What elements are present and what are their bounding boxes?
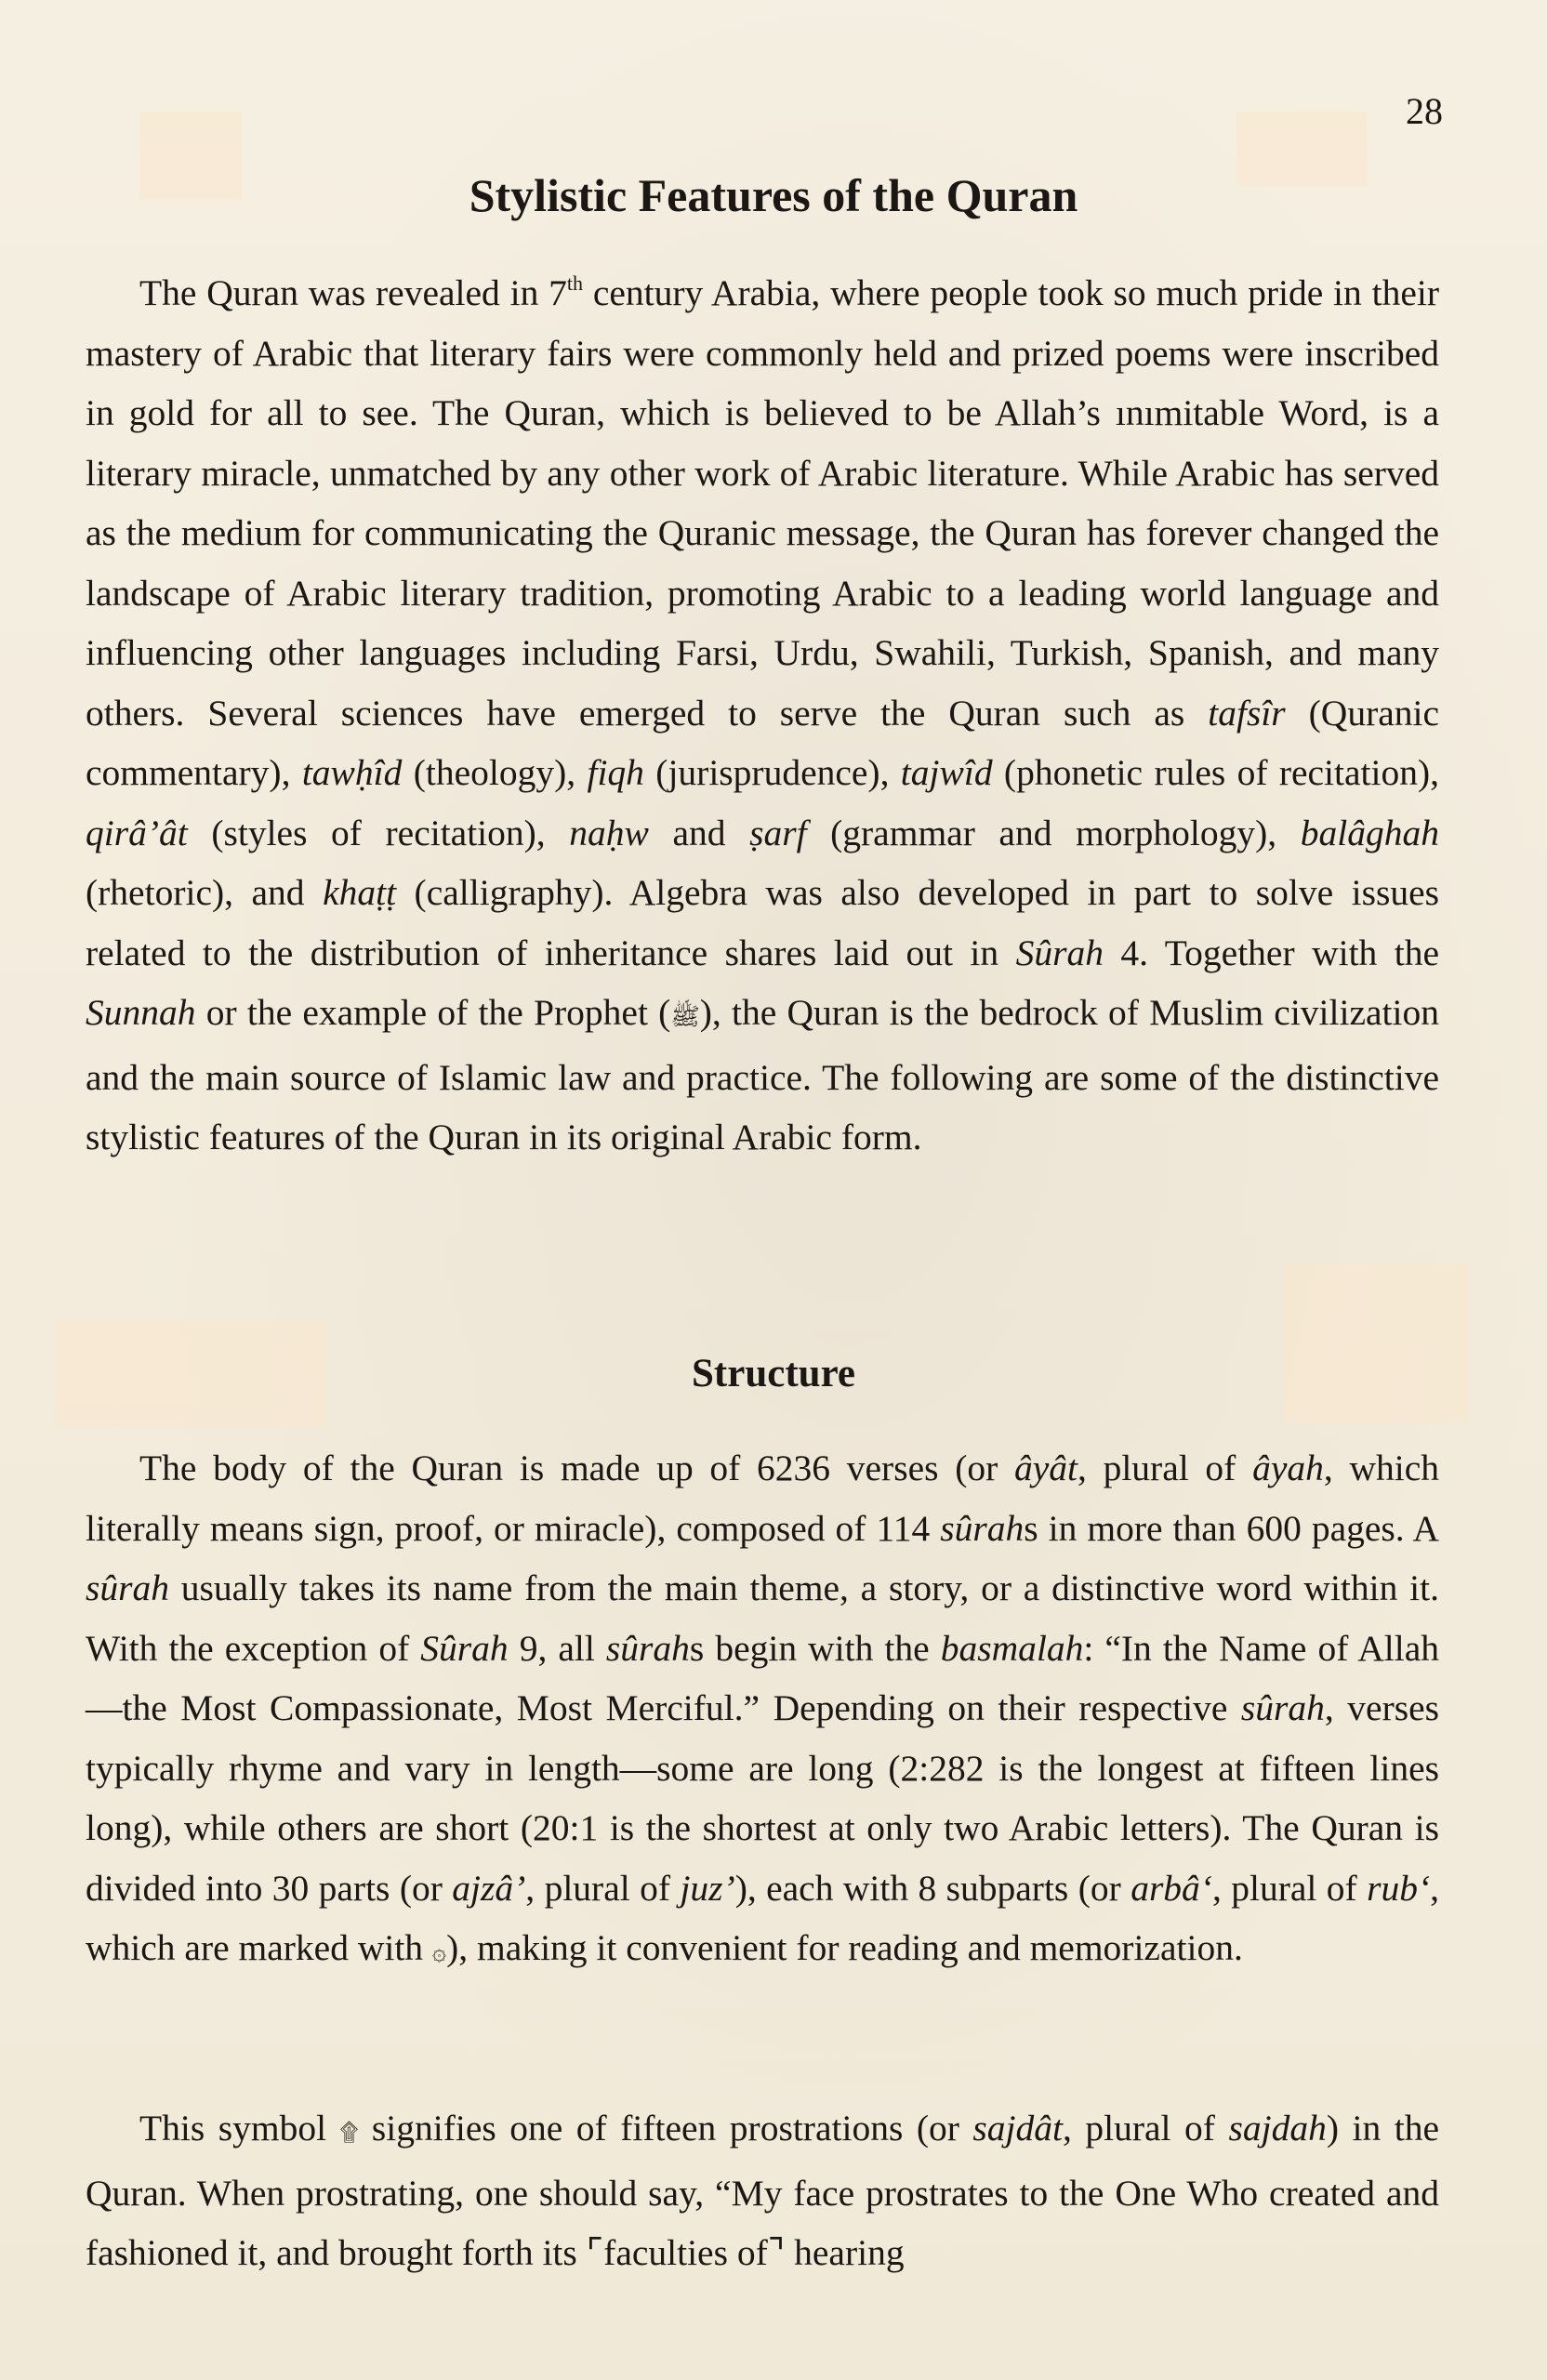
page-title: Stylistic Features of the Quran xyxy=(469,169,1078,221)
sajdah-paragraph: This symbol ۩ signifies one of fifteen prostrations (or sajdât, plural of sajdah) in the Quran. When prostrating, one should say, “My face prostrates to the One Who created and fashioned it, and brought forth its ⌜faculties of⌝ hearing xyxy=(86,2108,1439,2273)
pbuh-symbol-icon: ﷺ xyxy=(670,1003,700,1031)
rub-marker-icon: ۞ xyxy=(431,1938,447,1966)
section-heading-structure: Structure xyxy=(692,1352,855,1395)
intro-paragraph: The Quran was revealed in 7th century Arabia, where people took so much pride in their mastery of Arabic that literary fairs were commonly held and prized poems were inscribed in gold for all to see. The Quran, which is believed to be Allah’s ınımitable Word, is a literary miracle, unmatched by any other work of Arabic literature. While Arabic has served as the medium for communicating the Quranic message, the Quran has forever changed the landscape of Arabic literary tradition, promoting Arabic to a leading world language and influencing other languages including Farsi, Urdu, Swahili, Turkish, Spanish, and many others. Several sciences have emerged to serve the Quran such as tafsîr (Quranic commentary), tawḥîd (theology), fiqh (jurisprudence), tajwîd (phonetic rules of recitation), qirâ’ât (styles of recitation), naḥw and ṣarf (grammar and morphology), balâghah (rhetoric), and khaṭṭ (calligraphy). Algebra was also developed in part to solve issues related to the distribution of inheritance shares laid out in Sûrah 4. Together with the Sunnah or the example of the Prophet (ﷺ), the Quran is the bedrock of Muslim civilization and the main source of Islamic law and practice. The following are some of the distinctive stylistic features of the Quran in its original Arabic form. xyxy=(86,271,1440,1157)
faded-stamp-mark xyxy=(1283,1264,1469,1422)
page-number: 28 xyxy=(1406,90,1443,132)
structure-paragraph: The body of the Quran is made up of 6236 verses (or âyât, plural of âyah, which literally means sign, proof, or miracle), composed of 114 sûrahs in more than 600 pages. A sûrah usually takes its name from the main theme, a story, or a distinctive word within it. With the exception of Sûrah 9, all sûrahs begin with the basmalah: “In the Name of Allah—the Most Compassionate, Most Merciful.” Depending on their respective sûrah, verses typically rhyme and vary in length—some are long (2:282 is the longest at fifteen lines long), while others are short (20:1 is the shortest at only two Arabic letters). The Quran is divided into 30 parts (or ajzâ’, plural of juz’), each with 8 subparts (or arbâ‘, plural of rub‘, which are marked with ۞), making it convenient for reading and memorization. xyxy=(86,1448,1440,1968)
sajdah-symbol-icon: ۩ xyxy=(339,2119,359,2147)
